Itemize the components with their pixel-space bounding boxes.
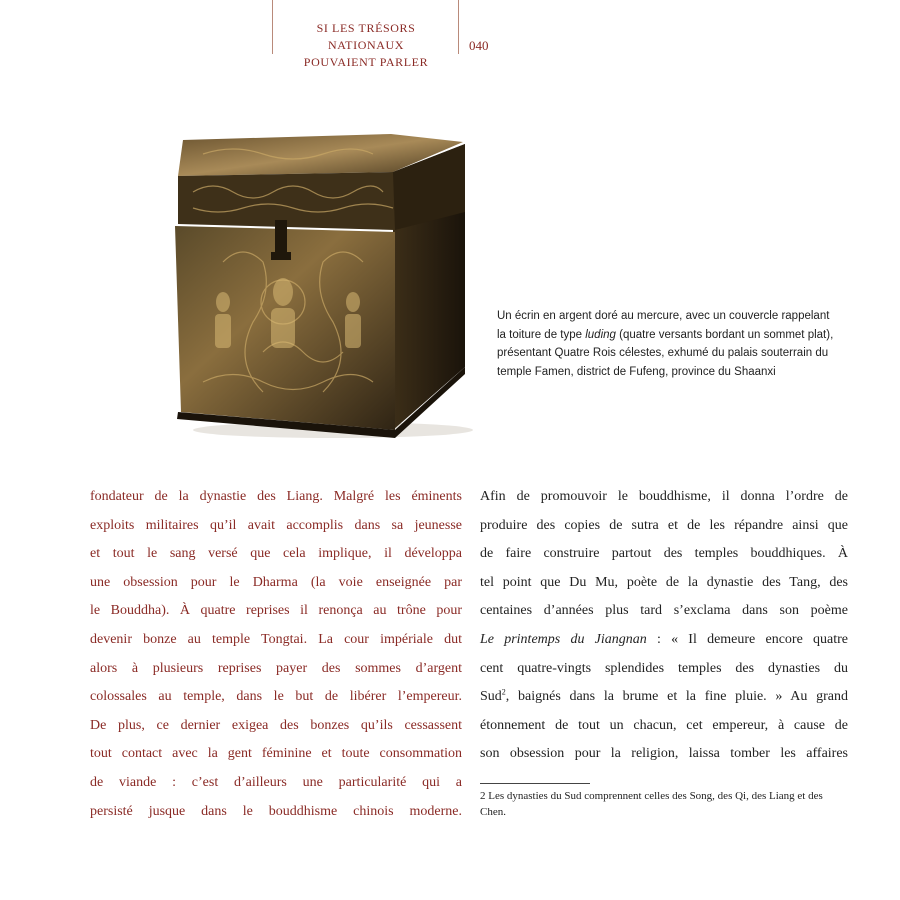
running-title-line1: SI LES TRÉSORS NATIONAUX [316,21,416,52]
casket-photo [163,112,473,440]
body-line: le Bouddha). À quatre reprises il renonça au trône pour [90,603,462,619]
body-line-poem [480,626,848,655]
page-number: 040 [469,38,489,53]
body-column-right [480,483,848,769]
body-line: cent quatre-vingts splendides temples des dynasties du [480,660,848,676]
header-divider-mid [458,0,459,54]
body-column-left [90,483,462,826]
caption-italic-term: luding [585,328,616,341]
caption-text-part1: Un écrin en argent doré au mercure, avec un couvercle rappelant la toiture de type [497,310,830,341]
body-line: de faire construire partout des temples bouddhiques. À [480,546,848,562]
footnote: 2 Les dynasties du Sud comprennent celles des Song, des Qi, des Liang et des Chen. [480,790,823,818]
footnote-marker: 2 [501,687,506,697]
body-line: De plus, ce dernier exigea des bonzes qu’ils cessassent [90,717,462,733]
header-divider-left [272,0,273,54]
caption-text-part2: (quatre versants bordant un sommet plat), présentant Quatre Rois célestes, exhumé du palais souterrain du temple Famen, district de Fufeng, province du Shaanxi [497,328,834,378]
running-title [278,20,454,71]
body-line: centaines d’années plus tard s’exclama dans son poème [480,603,848,619]
body-line: alors à plusieurs reprises payer des sommes d’argent [90,660,462,676]
footnote-divider [480,783,590,784]
body-line-footnote-ref [480,683,848,712]
body-line: fondateur de la dynastie des Liang. Malgré les éminents [90,489,462,504]
body-line-rest: : « Il demeure encore quatre [646,631,848,647]
body-line: colossales au temple, dans le but de libérer l’empereur. [90,689,462,705]
body-line: étonnement de tout un chacun, cet empereur, à cause de [480,717,848,733]
body-line: une obsession pour le Dharma (la voie enseignée par [90,574,462,590]
body-line-start: Sud [480,689,502,705]
running-title-line2: POUVAIENT PARLER [303,55,429,69]
body-line: devenir bonze au temple Tongtai. La cour impériale dut [90,631,462,647]
body-line: son obsession pour la religion, laissa tomber les affaires [480,746,848,762]
body-line: Afin de promouvoir le bouddhisme, il donna l’ordre de [480,489,848,504]
body-line: et tout le sang versé que cela implique, il développa [90,546,462,562]
body-line: produire des copies de sutra et de les répandre ainsi que [480,517,848,533]
body-line: tout contact avec la gent féminine et toute consommation [90,746,462,762]
running-header [272,0,504,69]
body-line: de viande : c’est d’ailleurs une particularité qui a [90,774,462,790]
body-line: tel point que Du Mu, poète de la dynastie des Tang, des [480,574,848,590]
body-line-end: , baignés dans la brume et la fine pluie. » Au grand [505,689,848,705]
body-line: persisté jusque dans le bouddhisme chinois moderne. [90,803,462,819]
body-line: exploits militaires qu’il avait accomplis dans sa jeunesse [90,517,462,533]
photo-caption [497,307,837,381]
poem-title: Le printemps du Jiangnan [480,631,647,647]
